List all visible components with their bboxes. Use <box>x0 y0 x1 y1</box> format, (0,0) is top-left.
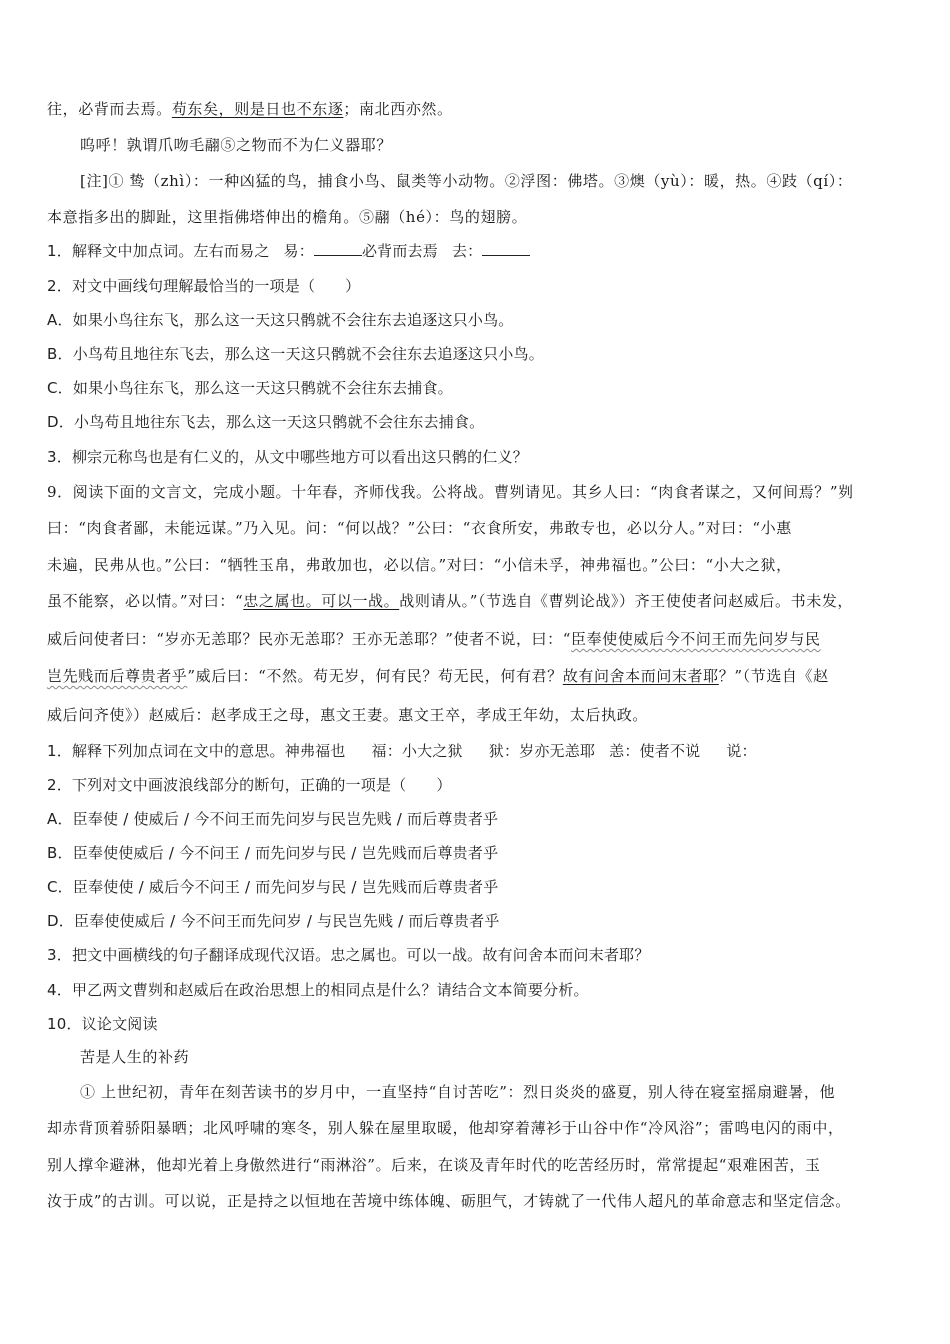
question-text: 福：小大之狱 <box>371 742 463 760</box>
passage-text: 威后问使者曰：“岁亦无恙耶？民亦无恙耶？王亦无恙耶？”使者不说，曰：“ <box>47 630 572 648</box>
question-9-sub-4: 4．甲乙两文曹刿和赵威后在政治思想上的相同点是什么？请结合文本简要分析。 <box>47 981 589 999</box>
question-text: 狱：岁亦无恙耶 <box>488 742 596 760</box>
question-text: 2．对文中画线句理解最恰当的一项是（ <box>47 277 316 295</box>
annotation-note: [注]① 鸷（zhì）：一种凶猛的鸟，捕食小鸟、鼠类等小动物。②浮图：佛塔。③燠（yù）：暖，热。④跂（qí）： <box>80 172 853 190</box>
option-d[interactable]: D．臣奉使使威后 / 今不问王而先问岁 / 与民岂先贱 / 而后尊贵者乎 <box>47 912 500 930</box>
passage-text: ；南北西亦然。 <box>343 100 453 118</box>
wavy-underlined-text: 岂先贱而后尊贵者乎 <box>47 667 188 685</box>
question-9-passage-line: 曰：“肉食者鄙，未能远谋。”乃入见。问：“何以战？”公曰：“衣食所安，弗敢专也，必以分人。”对曰：“小惠 <box>47 519 792 537</box>
wavy-underlined-text: 臣奉使使威后今不问王而先问岁与民 <box>571 630 821 648</box>
essay-paragraph-line: ① 上世纪初，青年在刻苦读书的岁月中，一直坚持“自讨苦吃”：烈日炎炎的盛夏，别人待在寝室摇扇避暑，他 <box>80 1083 836 1101</box>
passage-text: ？”（节选自《赵 <box>718 667 829 685</box>
question-9-sub-3: 3．把文中画横线的句子翻译成现代汉语。忠之属也。可以一战。故有问舍本而问末者耶？ <box>47 946 650 964</box>
essay-paragraph-line: 却赤背顶着骄阳暴晒；北风呼啸的寒冬，别人躲在屋里取暖，他却穿着薄衫于山谷中作“冷风浴”；雷鸣电闪的雨中， <box>47 1119 844 1137</box>
passage-text: 虽不能察，必以情。”对曰：“ <box>47 592 244 610</box>
paren-close: ） <box>436 776 452 794</box>
passage-text: 往，必背而去焉。 <box>47 100 172 118</box>
passage-text: ”威后曰：“不然。苟无岁，何有民？苟无民，何有君？ <box>187 667 563 685</box>
option-d[interactable]: D．小鸟苟且地往东飞去，那么这一天这只鹘就不会往东去捕食。 <box>47 413 485 431</box>
underlined-sentence: 故有问舍本而问末者耶 <box>562 667 719 685</box>
question-9-passage-line <box>47 590 853 612</box>
option-b[interactable]: B．小鸟苟且地往东飞去，那么这一天这只鹘就不会往东去追逐这只小鸟。 <box>47 345 544 363</box>
option-c[interactable]: C．如果小鸟往东飞，那么这一天这只鹘就不会往东去捕食。 <box>47 379 453 397</box>
option-a[interactable]: A．臣奉使 / 使威后 / 今不问王而先问岁与民岂先贱 / 而后尊贵者乎 <box>47 810 499 828</box>
passage-text: 战则请从。”（节选自《曹刿论战》）齐王使使者问赵威后。书未发， <box>399 592 854 610</box>
essay-title: 苦是人生的补药 <box>80 1048 190 1066</box>
option-b[interactable]: B．臣奉使使威后 / 今不问王 / 而先问岁与民 / 岂先贱而后尊贵者乎 <box>47 844 499 862</box>
question-9-sub-1 <box>47 740 757 762</box>
option-c[interactable]: C．臣奉使使 / 威后今不问王 / 而先问岁与民 / 岂先贱而后尊贵者乎 <box>47 878 499 896</box>
option-a[interactable]: A．如果小鸟往东飞，那么这一天这只鹘就不会往东去追逐这只小鸟。 <box>47 311 514 329</box>
question-text: 必背而去焉 <box>361 242 438 260</box>
passage-line <box>47 98 453 120</box>
question-text: 1．解释下列加点词在文中的意思。神弗福也 <box>47 742 346 760</box>
question-9-sub-2 <box>47 774 452 796</box>
question-9-passage-line: 威后问齐使》）赵威后：赵孝成王之母，惠文王妻。惠文王卒，孝成王年幼，太后执政。 <box>47 706 648 724</box>
question-9-passage-line: 9．阅读下面的文言文，完成小题。十年春，齐师伐我。公将战。曹刿请见。其乡人曰：“肉食者谋之，又何间焉？”刿 <box>47 483 854 501</box>
paren-close: ） <box>345 277 361 295</box>
underlined-sentence: 忠之属也。可以一战。 <box>243 592 400 610</box>
question-text: 恙：使者不说 <box>609 742 701 760</box>
question-3: 3．柳宗元称鸟也是有仁义的，从文中哪些地方可以看出这只鹘的仁义？ <box>47 448 528 466</box>
answer-blank[interactable] <box>482 241 530 256</box>
question-label: 易： <box>283 242 314 260</box>
annotation-note: 本意指多出的脚趾，这里指佛塔伸出的檐角。⑤翮（hé）：鸟的翅膀。 <box>47 208 528 226</box>
question-text: 说： <box>726 742 757 760</box>
question-9-passage-line <box>47 665 829 687</box>
question-1 <box>47 240 530 262</box>
question-2 <box>47 275 360 297</box>
essay-paragraph-line: 汝于成”的古训。可以说，正是持之以恒地在苦境中练体魄、砺胆气，才铸就了一代伟人超凡的革命意志和坚定信念。 <box>47 1192 851 1210</box>
question-9-passage-line: 未遍，民弗从也。”公曰：“牺牲玉帛，弗敢加也，必以信。”对曰：“小信未孚，神弗福也。”公曰：“小大之狱， <box>47 556 792 574</box>
passage-line: 呜呼！孰谓爪吻毛翮⑤之物而不为仁义器耶？ <box>80 136 393 154</box>
answer-blank[interactable] <box>314 241 362 256</box>
essay-paragraph-line: 别人撑伞避淋，他却光着上身傲然进行“雨淋浴”。后来，在谈及青年时代的吃苦经历时，常常提起“艰难困苦，玉 <box>47 1156 821 1174</box>
question-text: 1．解释文中加点词。左右而易之 <box>47 242 270 260</box>
question-text: 2．下列对文中画波浪线部分的断句，正确的一项是（ <box>47 776 407 794</box>
question-label: 去： <box>451 242 483 260</box>
question-9-passage-line <box>47 628 821 650</box>
question-10-heading: 10．议论文阅读 <box>47 1015 158 1033</box>
underlined-sentence: 苟东矣，则是日也不东逐 <box>171 100 344 118</box>
